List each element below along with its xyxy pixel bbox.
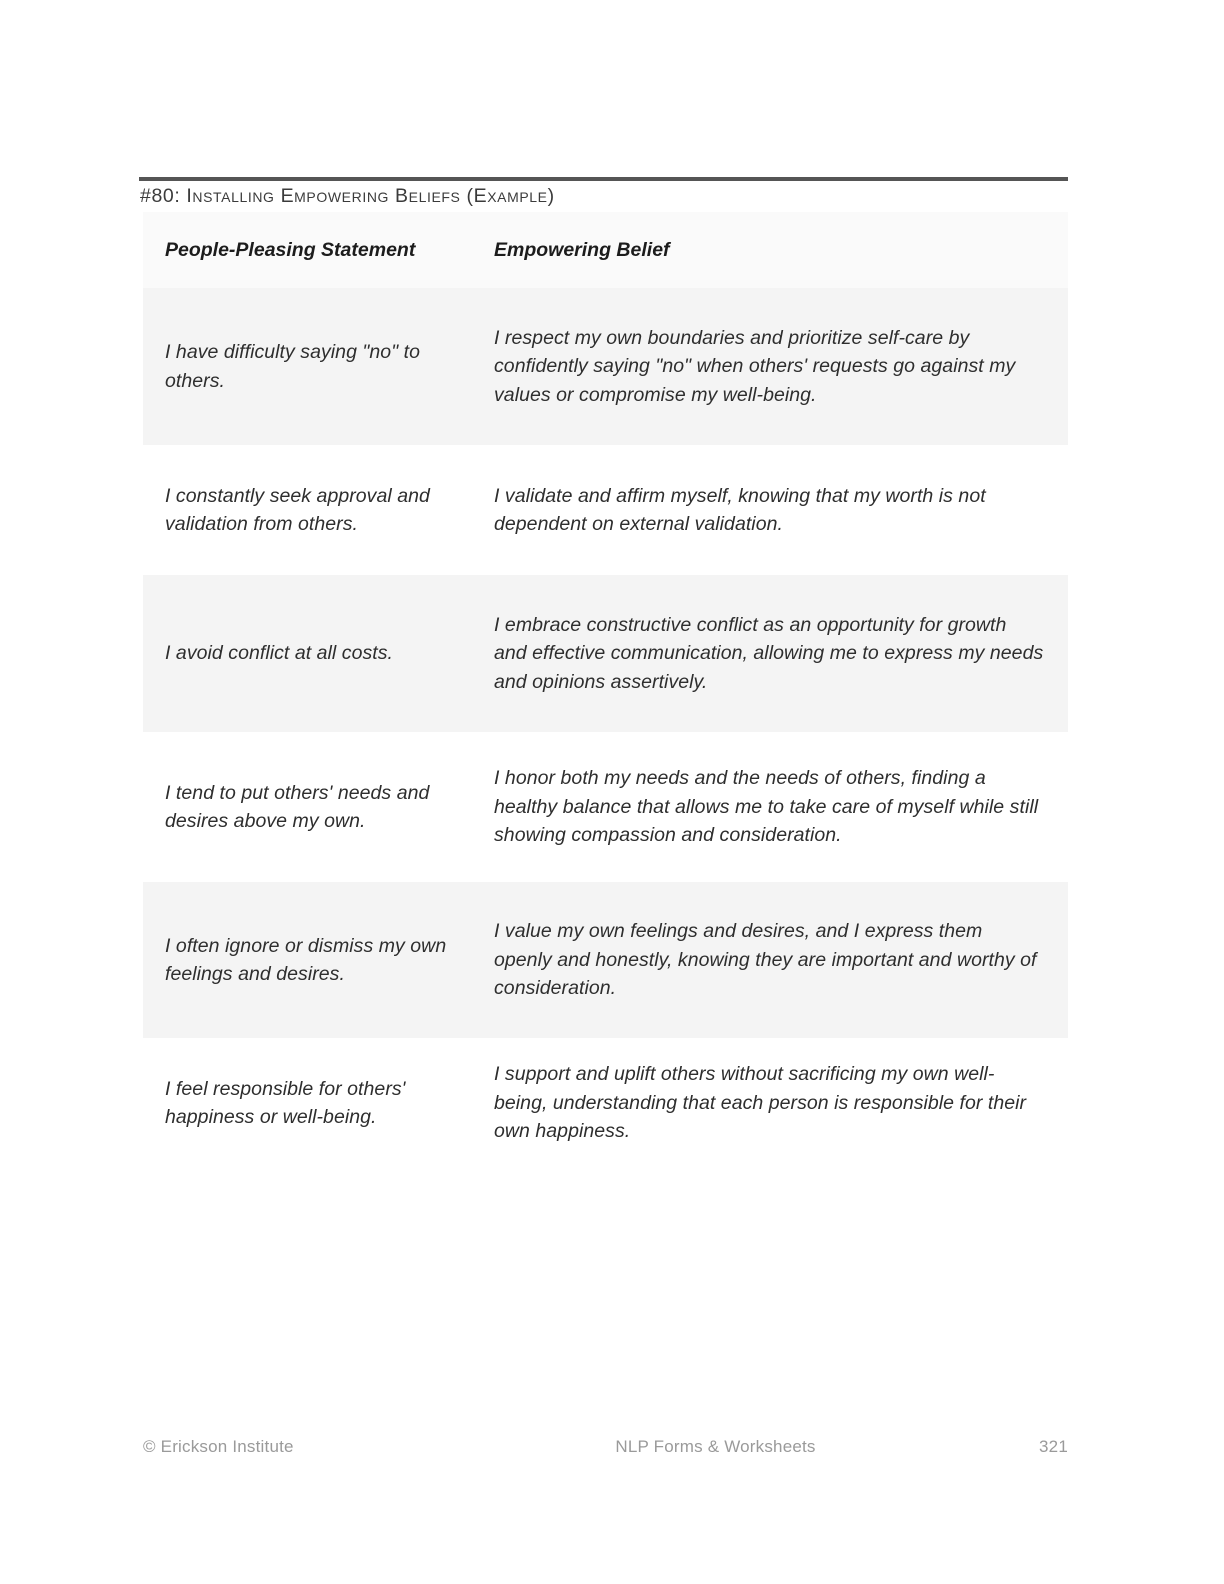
- footer-copyright: © Erickson Institute: [143, 1437, 294, 1456]
- table-row: [143, 882, 1068, 1038]
- statement-cell: I feel responsible for others' happiness or well-being.: [165, 1077, 406, 1128]
- column-header-empowering-belief: Empowering Belief: [494, 239, 670, 261]
- footer-series-title: NLP Forms & Worksheets: [615, 1437, 816, 1456]
- table-header-row: [143, 212, 1068, 288]
- belief-cell: I embrace constructive conflict as an opportunity for growth and effective communication, allowing me to express my needs and opinions assertively.: [494, 613, 1044, 693]
- belief-cell: I validate and affirm myself, knowing that my worth is not dependent on external validation.: [494, 484, 986, 535]
- belief-cell: I value my own feelings and desires, and I express them openly and honestly, knowing they are important and worthy of consideration.: [494, 920, 1037, 1000]
- table-row: [143, 1038, 1068, 1168]
- page-title: #80: Installing Empowering Beliefs (Example): [140, 185, 555, 207]
- statement-cell: I often ignore or dismiss my own feelings and desires.: [165, 934, 447, 985]
- table-row: [143, 445, 1068, 575]
- statement-cell: I avoid conflict at all costs.: [165, 642, 394, 665]
- empowering-beliefs-table: [143, 212, 1068, 1168]
- table-row: [143, 288, 1068, 445]
- statement-cell: I tend to put others' needs and desires above my own.: [165, 781, 430, 832]
- table-row: [143, 732, 1068, 882]
- page-footer: [143, 1437, 1068, 1457]
- title-rule-divider: [139, 177, 1068, 181]
- statement-cell: I have difficulty saying "no" to others.: [165, 341, 420, 392]
- column-header-people-pleasing-statement: People-Pleasing Statement: [165, 239, 416, 261]
- statement-cell: I constantly seek approval and validation from others.: [165, 484, 430, 535]
- footer-page-number: 321: [1039, 1437, 1068, 1456]
- belief-cell: I support and uplift others without sacrificing my own well-being, understanding that each person is responsible for their own happiness.: [494, 1063, 1027, 1143]
- table-row: [143, 575, 1068, 732]
- belief-cell: I respect my own boundaries and prioritize self-care by confidently saying "no" when others' requests go against my values or compromise my well-being.: [494, 326, 1016, 406]
- belief-cell: I honor both my needs and the needs of others, finding a healthy balance that allows me to take care of myself while still showing compassion and consideration.: [494, 767, 1039, 847]
